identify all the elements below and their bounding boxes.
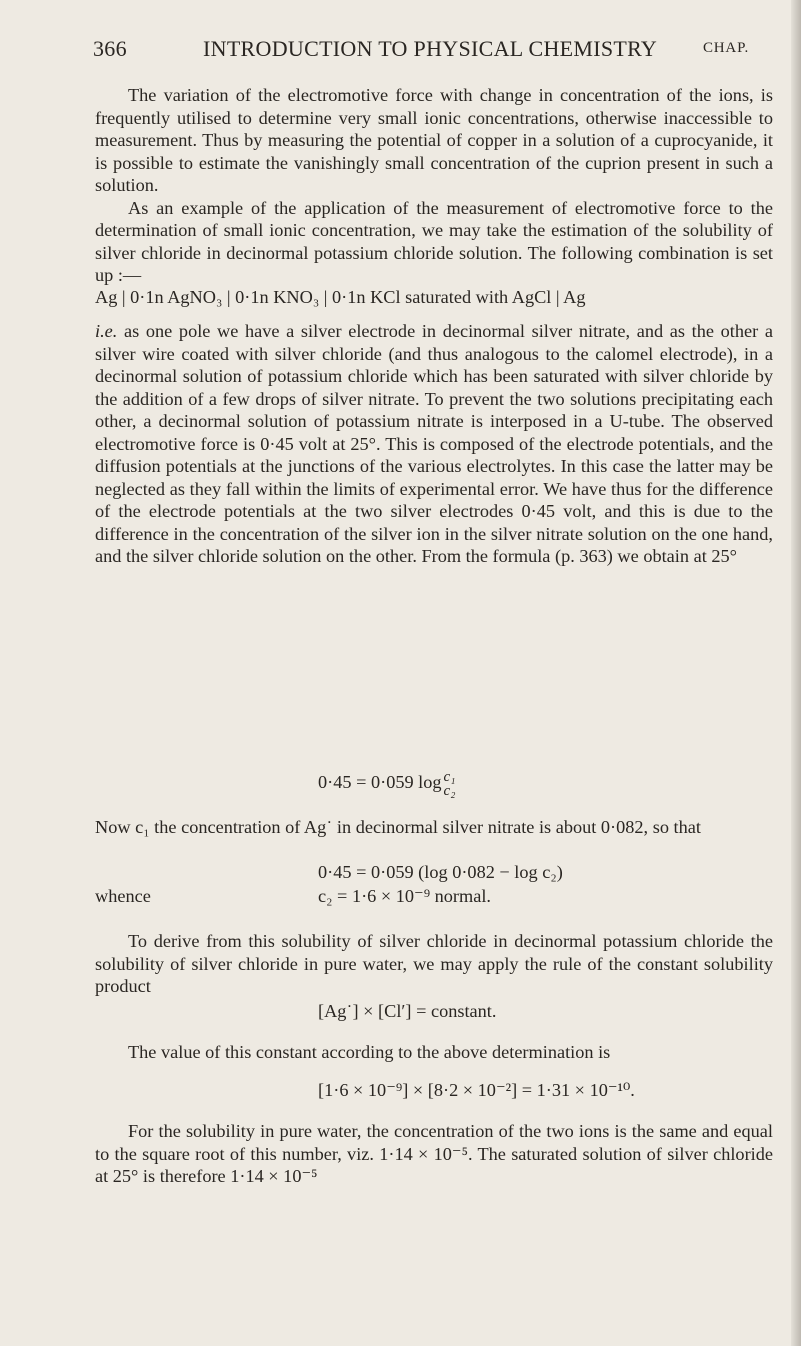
- paragraph-4: Now c₁ the concentration of Ag˙ in decinormal silver nitrate is about 0·082, so that: [95, 817, 701, 837]
- equation-1-fraction: [444, 770, 456, 798]
- paragraph-1: The variation of the electromotive force with change in concentration of the ions, is frequently utilised to determine very small ionic concentrations, otherwise inaccessible to measurement. Thus by measuring the potential of copper in a solution of a cuprocyanide, it is possible to estimate the vanishingly small concentration of the cuprion present in such a solution.: [95, 85, 773, 195]
- paragraph-3: [95, 320, 773, 568]
- paragraph-7: For the solubility in pure water, the concentration of the two ions is the same and equal to the square root of this number, viz. 1·14 × 10⁻⁵. The saturated solution of silver chloride at 25° is therefore 1·14 × 10⁻⁵: [95, 1121, 773, 1186]
- page-number: 366: [93, 36, 127, 61]
- paragraph-2: As an example of the application of the measurement of electromotive force to the determination of small ionic concentration, we may take the estimation of the solubility of silver chloride in decinormal potassium chloride solution. The following combination is set up :—: [95, 197, 773, 285]
- paragraph-5: To derive from this solubility of silver chloride in decinormal potassium chloride the solubility of silver chloride in pure water, we may apply the rule of the constant solubility product: [95, 931, 773, 996]
- equation-4: [Ag˙] × [Cl′] = constant.: [318, 1001, 497, 1021]
- cell-notation: Ag | 0·1n AgNO₃ | 0·1n KNO₃ | 0·1n KCl saturated with AgCl | Ag: [95, 287, 586, 307]
- paragraph-3-text: as one pole we have a silver electrode in decinormal silver nitrate, and as the other a silver wire coated with silver chloride (and thus analogous to the calomel electrode), in a decinormal solution of potassium chloride which has been saturated with silver chloride by the addition of a few drops of silver nitrate. To prevent the two solutions precipitating each other, a decinormal solution of potassium nitrate is interposed in a U-tube. The observed electromotive force is 0·45 volt at 25°. This is composed of the electrode potentials, and the diffusion potentials at the junctions of the various electrolytes. In this case the latter may be neglected as they fall within the limits of experimental error. We have thus for the difference of the electrode potentials at the two silver electrodes 0·45 volt, and this is due to the difference in the concentration of the silver ion in the silver nitrate solution on the one hand, and the silver chloride solution on the other. From the formula (p. 363) we obtain at 25°: [95, 321, 773, 566]
- paragraph-3-block: [95, 320, 773, 568]
- running-header: [93, 36, 773, 66]
- paragraph-6-block: [95, 1041, 773, 1064]
- equation-1: [318, 770, 455, 798]
- paragraph-7-block: [95, 1120, 773, 1188]
- page-edge: [791, 0, 801, 1346]
- equation-2: 0·45 = 0·059 (log 0·082 − log c₂): [318, 862, 563, 882]
- chapter-label: CHAP.: [703, 40, 750, 56]
- equation-1-numerator: c₁: [443, 769, 456, 785]
- equation-1-lhs: 0·45 = 0·059 log: [318, 772, 442, 793]
- equation-5: [1·6 × 10⁻⁹] × [8·2 × 10⁻²] = 1·31 × 10⁻¹⁰.: [318, 1080, 635, 1100]
- paragraph-5-block: [95, 930, 773, 998]
- equation-1-denominator: c₂: [443, 783, 456, 799]
- ie-abbrev: i.e.: [95, 321, 118, 341]
- equation-3: c₂ = 1·6 × 10⁻⁹ normal.: [318, 886, 491, 906]
- paragraph-6: The value of this constant according to the above determination is: [128, 1042, 611, 1062]
- running-title: INTRODUCTION TO PHYSICAL CHEMISTRY: [203, 36, 658, 61]
- whence-label: whence: [95, 886, 151, 906]
- paragraph-4-block: [95, 816, 773, 839]
- paragraph-1-block: [95, 84, 773, 287]
